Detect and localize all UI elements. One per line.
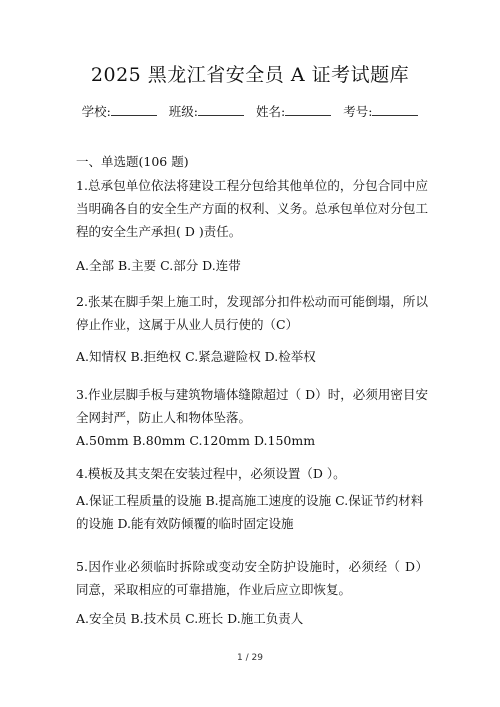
question-3-options: A.50mm B.80mm C.120mm D.150mm [76,433,316,448]
school-blank [111,103,157,116]
question-2-text: 2.张某在脚手架上施工时，发现部分扣件松动而可能倒塌，所以停止作业，这属于从业人员行使的（C） [76,294,428,332]
question-3-text: 3.作业层脚手板与建筑物墙体缝隙超过（ D）时，必须用密目安全网封严，防止人和物体坠落。 [76,387,428,425]
exam-number-blank [372,103,418,116]
question-1-text: 1.总承包单位依法将建设工程分包给其他单位的，分包合同中应当明确各自的安全生产方面的权利、义务。总承包单位对分包工程的安全生产承担( D )责任。 [76,178,428,239]
question-5-text: 5.因作业必须临时拆除或变动安全防护设施时，必须经（ D） 同意，采取相应的可靠措施，作业后应立即恢复。 [76,559,428,597]
name-field [256,102,331,120]
question-1-options: A.全部 B.主要 C.部分 D.连带 [76,258,241,273]
name-blank [285,103,331,116]
class-blank [198,103,244,116]
student-info-fields [0,102,500,120]
exam-number-field [343,102,418,120]
question-4-text: 4.模板及其支架在安装过程中，必须设置（D ）。 [76,466,346,481]
question-4-options: A.保证工程质量的设施 B.提高施工速度的设施 C.保证节约材料的设施 D.能有效防倾覆的临时固定设施 [76,493,424,531]
school-field [82,102,157,120]
section-heading: 一、单选题(106 题) [76,154,189,169]
school-label: 学校: [81,104,111,119]
class-label: 班级: [168,104,198,119]
question-5-options: A.安全员 B.技术员 C.班长 D.施工负责人 [76,611,304,626]
page-number: 1 / 29 [237,653,263,663]
name-label: 姓名: [255,104,286,119]
document-title: 2025 黑龙江省安全员 A 证考试题库 [90,64,410,86]
exam-number-label: 考号: [343,104,373,119]
class-field [169,102,244,120]
question-2-options: A.知情权 B.拒绝权 C.紧急避险权 D.检举权 [76,349,316,364]
